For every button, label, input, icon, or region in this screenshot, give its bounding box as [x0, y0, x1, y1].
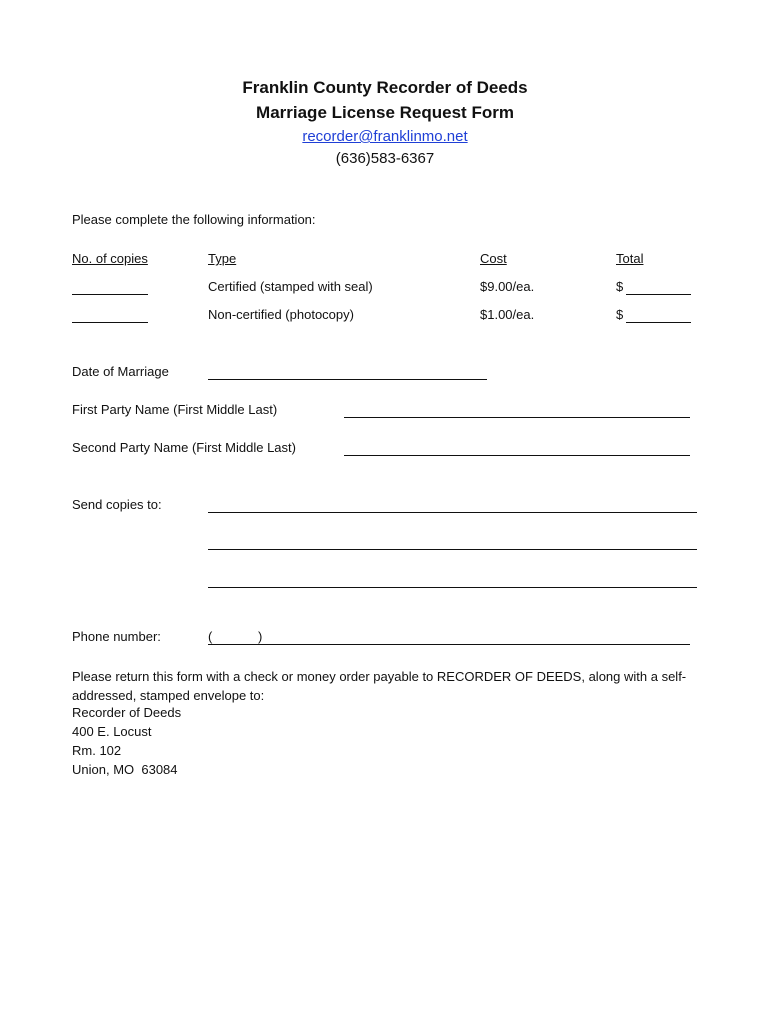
send-copies-line2[interactable]	[208, 549, 697, 550]
send-copies-line1[interactable]	[208, 512, 697, 513]
cost-certified: $9.00/ea.	[480, 279, 535, 294]
address-line1: Recorder of Deeds	[72, 705, 182, 720]
phone-number-field[interactable]	[208, 644, 690, 645]
form-title-line2: Marriage License Request Form	[256, 103, 514, 122]
total-dollar-noncertified: $	[616, 307, 624, 322]
email-link-wrapper	[0, 128, 770, 145]
phone-open-paren: (	[208, 629, 213, 644]
type-certified: Certified (stamped with seal)	[208, 279, 373, 294]
address-line3: Rm. 102	[72, 743, 122, 758]
header-copies: No. of copies	[72, 251, 148, 266]
form-title-line1: Franklin County Recorder of Deeds	[242, 78, 528, 97]
second-party-label: Second Party Name (First Middle Last)	[72, 440, 296, 455]
copies-field-certified[interactable]	[72, 294, 148, 295]
first-party-label: First Party Name (First Middle Last)	[72, 402, 278, 417]
contact-phone: (636)583-6367	[335, 150, 435, 167]
total-dollar-certified: $	[616, 279, 624, 294]
header-total: Total	[616, 251, 644, 266]
send-copies-line3[interactable]	[208, 587, 697, 588]
intro-text: Please complete the following information:	[72, 212, 316, 227]
first-party-field[interactable]	[344, 417, 690, 418]
header-type: Type	[208, 251, 237, 266]
phone-close-paren: )	[258, 629, 263, 644]
date-of-marriage-label: Date of Marriage	[72, 364, 169, 379]
header-cost: Cost	[480, 251, 507, 266]
date-of-marriage-field[interactable]	[208, 379, 487, 380]
total-field-certified[interactable]	[626, 294, 691, 295]
copies-field-noncertified[interactable]	[72, 322, 148, 323]
address-line2: 400 E. Locust	[72, 724, 152, 739]
type-noncertified: Non-certified (photocopy)	[208, 307, 354, 322]
return-instructions: Please return this form with a check or money order payable to RECORDER OF DEEDS, along with a self-addressed, stamped envelope to:	[72, 669, 687, 703]
phone-number-label: Phone number:	[72, 629, 161, 644]
address-line4: Union, MO 63084	[72, 762, 178, 777]
second-party-field[interactable]	[344, 455, 690, 456]
cost-noncertified: $1.00/ea.	[480, 307, 535, 322]
total-field-noncertified[interactable]	[626, 322, 691, 323]
email-link[interactable]: recorder@franklinmo.net	[302, 128, 468, 145]
send-copies-label: Send copies to:	[72, 497, 162, 512]
